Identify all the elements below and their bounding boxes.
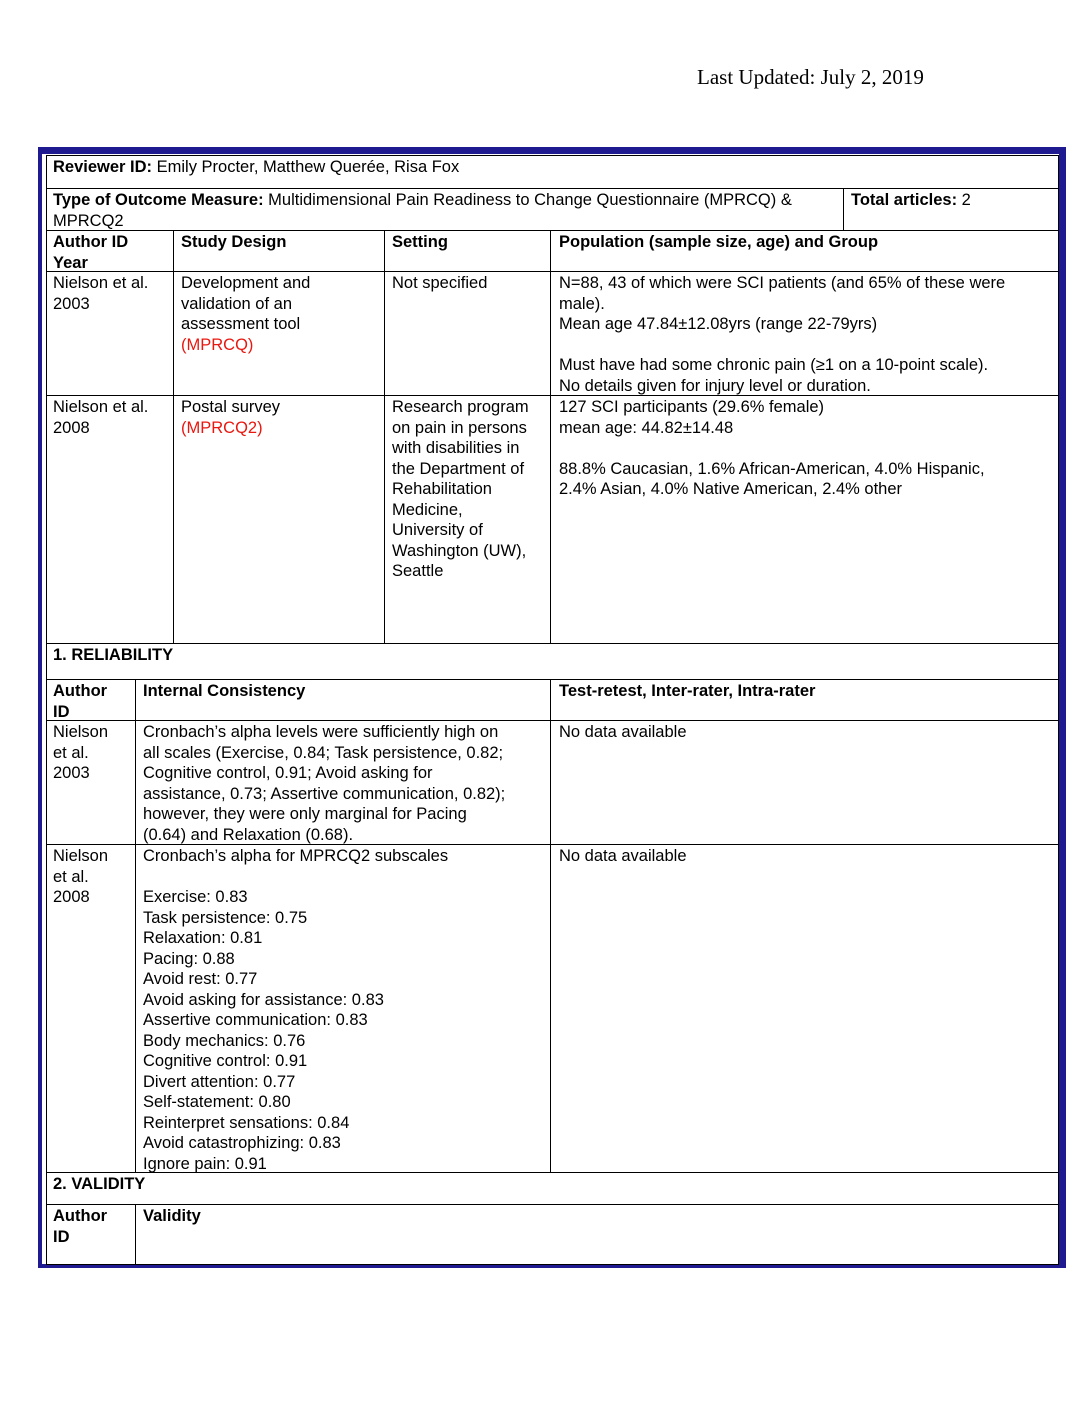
- header-setting: Setting: [392, 233, 448, 251]
- reviewer-names: Emily Procter, Matthew Querée, Risa Fox: [152, 158, 460, 176]
- rule: [384, 230, 385, 643]
- rule: [843, 188, 844, 230]
- study-setting-2003: Not specified: [392, 274, 488, 292]
- reliability-header-internal: Internal Consistency: [143, 682, 306, 700]
- header-author-year: Author ID Year: [53, 233, 129, 272]
- last-updated: Last Updated: July 2, 2019: [697, 65, 924, 89]
- study-author-2008: Nielson et al. 2008: [53, 398, 149, 437]
- rule: [135, 679, 136, 1172]
- study-setting-2008: Research program on pain in persons with disabilities in the Department of Rehabilitation Medicine, University of Washington (UW), Seattle: [392, 398, 529, 580]
- reliability-internal-2008: Cronbach’s alpha for MPRCQ2 subscales Exercise: 0.83 Task persistence: 0.75 Relaxation: 0.81 Pacing: 0.88 Avoid rest: 0.77 Avoid asking for assistance: 0.83 Assertive communication: 0.83 Body mechanics: 0.76 Cognitive control: 0.91 Divert attention: 0.77 Self-statement: 0.80 Reinterpret sensations: 0.84 Avoid catastrophizing: 0.83 Ignore pain: 0.91: [143, 847, 449, 1173]
- reviewer-label: Reviewer ID:: [53, 158, 153, 176]
- study-population-2008: 127 SCI participants (29.6% female) mean age: 44.82±14.48 88.8% Caucasian, 1.6% African-American, 4.0% Hispanic, 2.4% Asian, 4.0% Native American, 2.4% other: [559, 398, 985, 498]
- reviewer-row: [53, 157, 1043, 178]
- total-articles: [851, 190, 971, 211]
- study-design-2003: Development and validation of an assessment tool: [181, 274, 311, 333]
- study-design-tag-2008: (MPRCQ2): [181, 419, 263, 437]
- rule: [550, 679, 551, 1172]
- study-design-2008: Postal survey: [181, 398, 281, 416]
- total-articles-value: 2: [957, 191, 971, 209]
- study-population-2003: N=88, 43 of which were SCI patients (and 65% of these were male). Mean age 47.84±12.08yrs (range 22-79yrs) Must have had some chronic pain (≥1 on a 10-point scale). No details given for injury level or duration.: [559, 274, 1006, 395]
- rule: [46, 155, 1059, 156]
- reliability-title: 1. RELIABILITY: [53, 646, 174, 664]
- outcome-measure: [53, 190, 833, 231]
- validity-title: 2. VALIDITY: [53, 1175, 146, 1193]
- rule: [173, 230, 174, 643]
- study-design-tag-2003: (MPRCQ): [181, 336, 254, 354]
- rule: [46, 155, 47, 1265]
- rule: [46, 643, 1059, 644]
- rule: [46, 271, 1059, 272]
- study-author-2003: Nielson et al. 2003: [53, 274, 149, 313]
- header-study-design: Study Design: [181, 233, 287, 251]
- header-population: Population (sample size, age) and Group: [559, 233, 879, 251]
- validity-header-author: Author ID: [53, 1207, 108, 1246]
- rule: [46, 720, 1059, 721]
- reliability-retest-2008: No data available: [559, 847, 687, 865]
- rule: [1058, 155, 1059, 1265]
- rule: [46, 679, 1059, 680]
- validity-header-validity: Validity: [143, 1207, 201, 1225]
- reliability-author-2008: Nielson et al. 2008: [53, 847, 109, 906]
- outcome-label: Type of Outcome Measure:: [53, 191, 264, 209]
- reliability-retest-2003: No data available: [559, 723, 687, 741]
- total-articles-label: Total articles:: [851, 191, 958, 209]
- outcome-value: Multidimensional Pain Readiness to Change Questionnaire (MPRCQ) & MPRCQ2: [53, 191, 792, 230]
- reliability-author-2003: Nielson et al. 2003: [53, 723, 109, 782]
- rule: [135, 1204, 136, 1264]
- rule: [46, 1264, 1059, 1265]
- reliability-header-author: Author ID: [53, 682, 108, 721]
- reliability-internal-2003: Cronbach’s alpha levels were sufficiently high on all scales (Exercise, 0.84; Task persistence, 0.82; Cognitive control, 0.91; Avoid asking for assistance, 0.73; Assertive communication, 0.82); however, they were only marginal for Pacing (0.64) and Relaxation (0.68).: [143, 723, 506, 844]
- rule: [46, 188, 1059, 189]
- rule: [46, 1204, 1059, 1205]
- rule: [550, 230, 551, 643]
- reliability-header-retest: Test-retest, Inter-rater, Intra-rater: [559, 682, 816, 700]
